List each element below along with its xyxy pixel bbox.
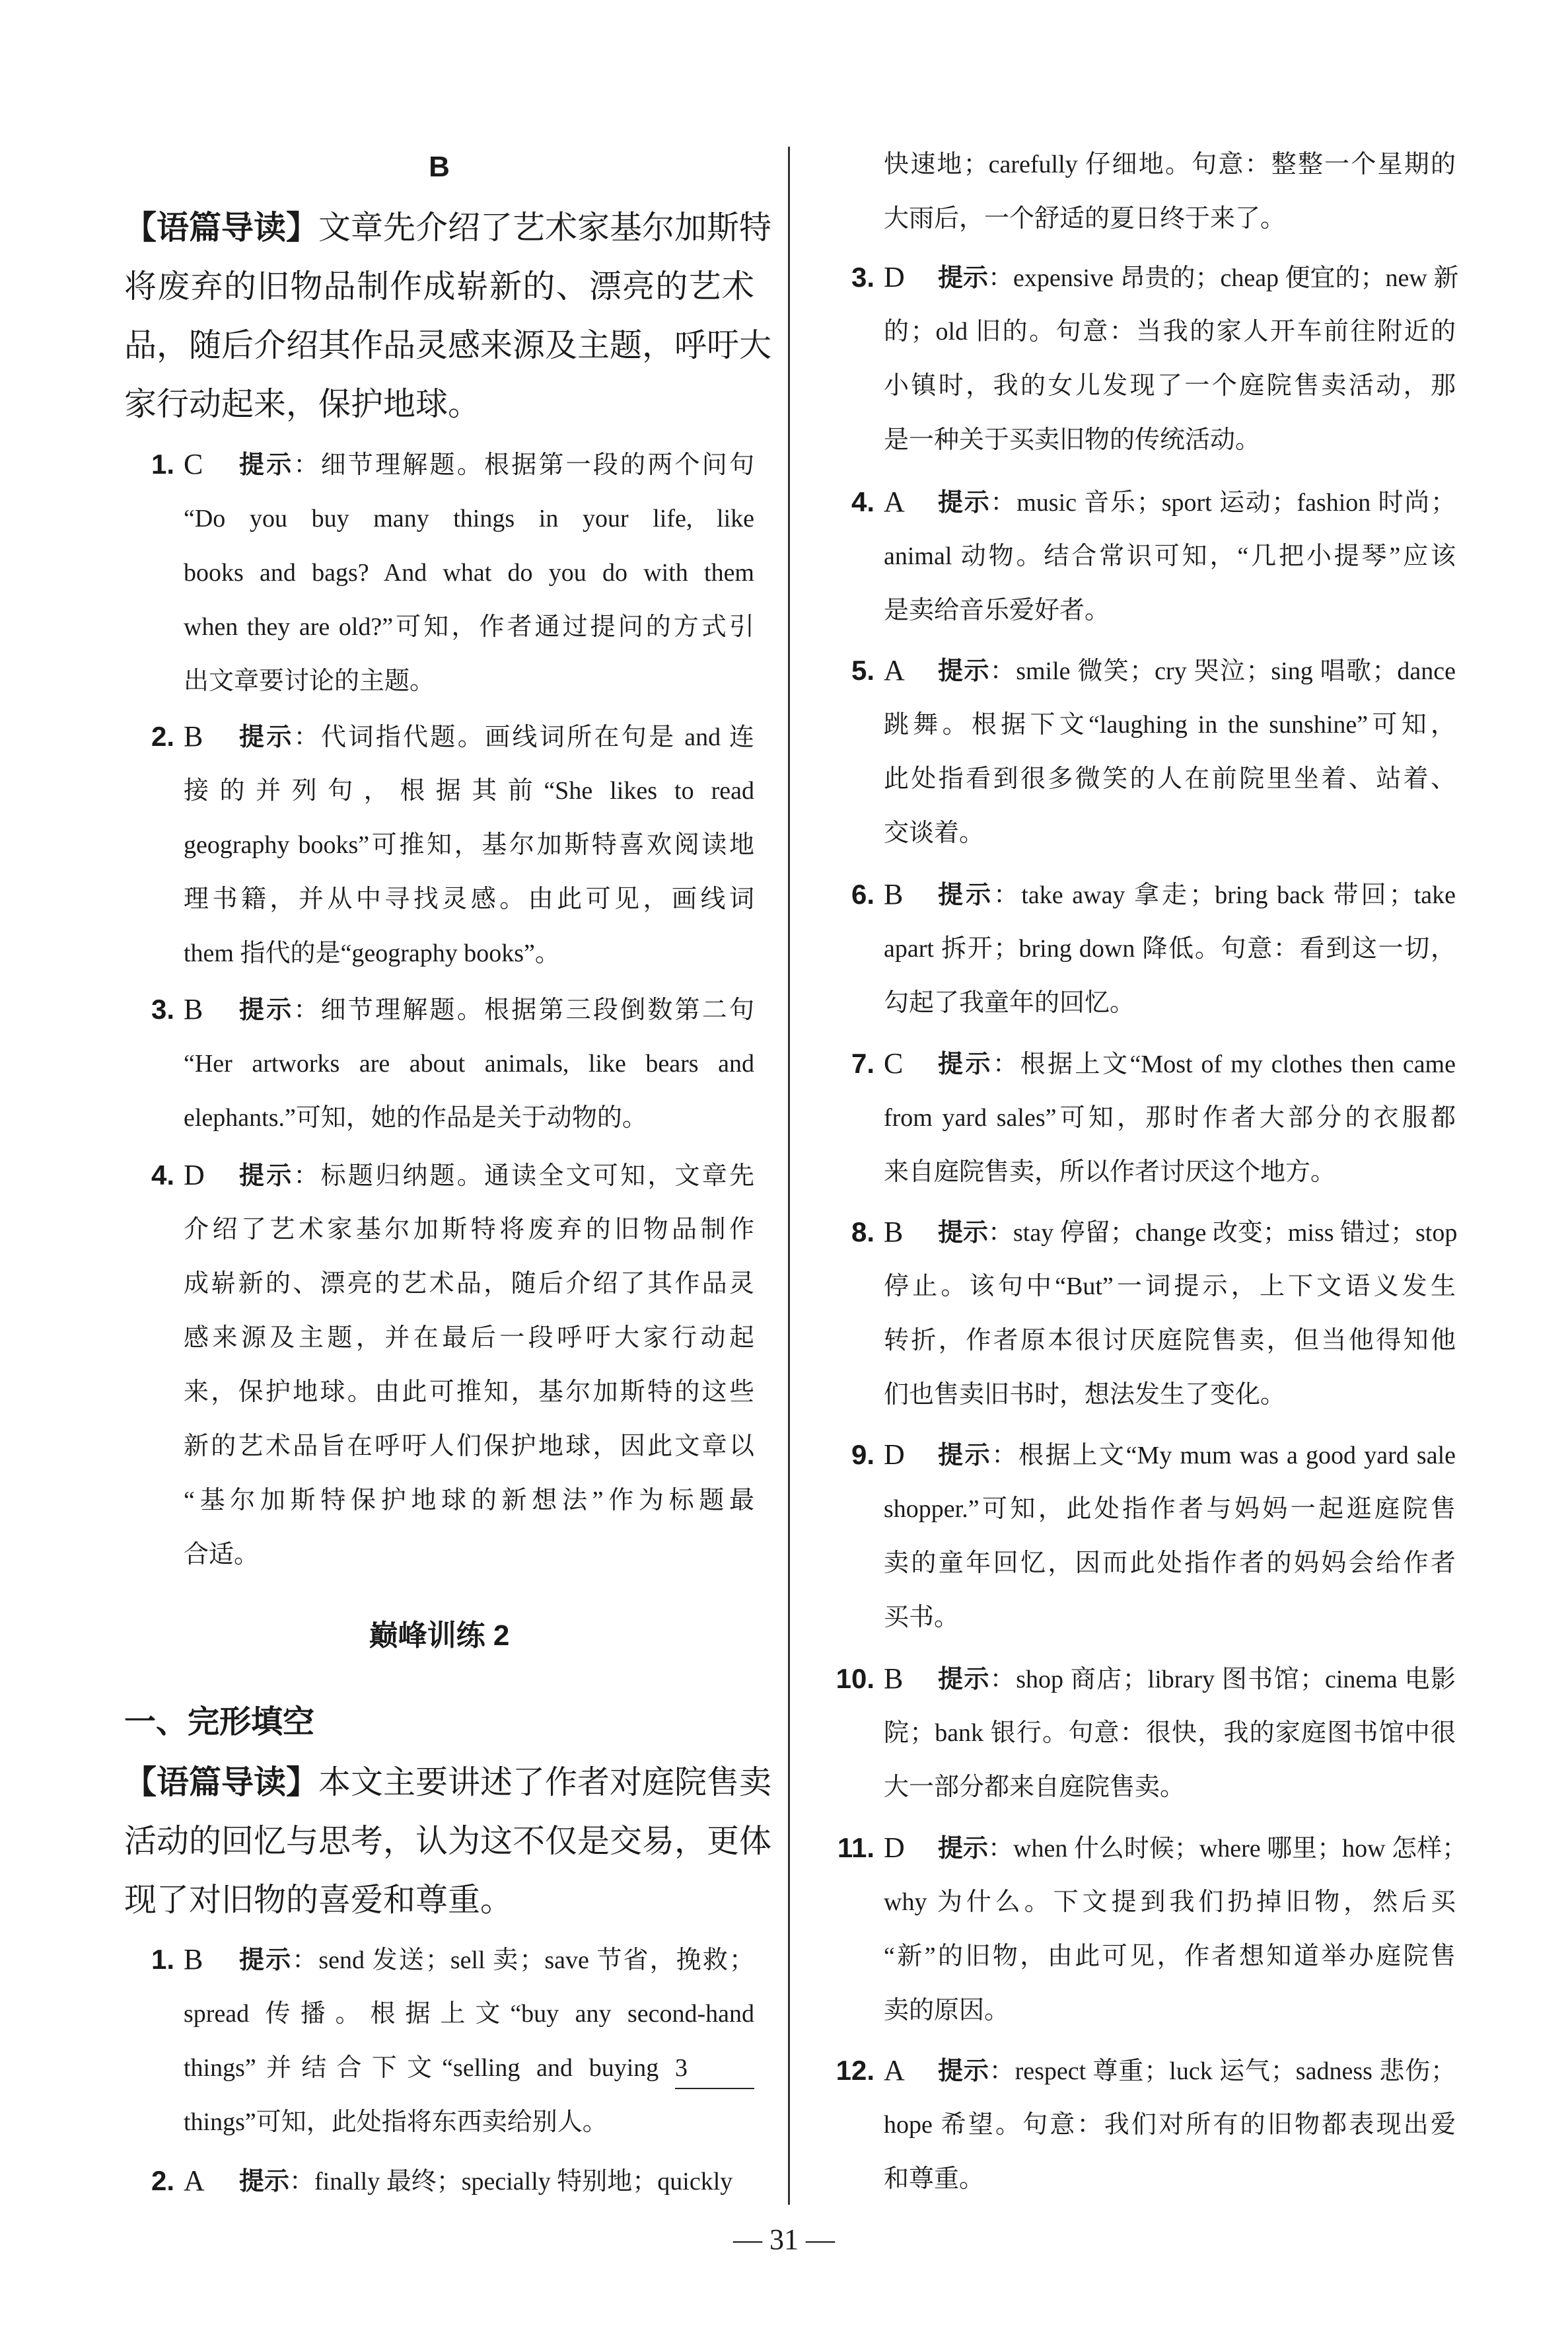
item-text: 和尊重。	[884, 2165, 985, 2193]
hint-label: 提示	[938, 1218, 989, 1247]
item-text: 停止。该句中“But”一词提示，上下文语义发生	[884, 1273, 1456, 1300]
item-text: 来自庭院售卖，所以作者讨厌这个地方。	[884, 1158, 1336, 1186]
item-line	[884, 976, 1456, 1030]
reading-guide-line	[124, 1870, 754, 1929]
item-text: ：finally 最终；specially 特别地；quickly	[289, 2168, 733, 2196]
item-text: 介绍了艺术家基尔加斯特将废弃的旧物品制作	[184, 1216, 754, 1243]
reading-guide-line	[124, 375, 754, 433]
item-line	[884, 1145, 1456, 1199]
item-line	[938, 867, 1456, 922]
reading-guide-line	[124, 1753, 772, 1812]
item-answer: A	[884, 654, 905, 686]
item-number: 1.	[151, 1944, 174, 1975]
item-line	[239, 982, 754, 1037]
item-line	[184, 1202, 754, 1257]
hint-label: 提示	[239, 1945, 293, 1974]
item-text: elephants.”可知，她的作品是关于动物的。	[184, 1104, 647, 1132]
item-text: ：标题归纳题。通读全文可知，文章先	[293, 1162, 754, 1190]
item-line	[239, 710, 754, 764]
item-text: ：send 发送；sell 卖；save 节省，挽救；	[292, 1946, 754, 1974]
item-text: ：细节理解题。根据第一段的两个问句	[293, 451, 754, 479]
item-number: 12.	[836, 2055, 874, 2086]
reading-guide-text: 将废弃的旧物品制作成崭新的、漂亮的艺术	[124, 268, 754, 305]
item-text: ：细节理解题。根据第三段倒数第二句	[293, 996, 754, 1024]
item-line	[884, 1760, 1456, 1814]
item-text: 来，保护地球。由此可推知，基尔加斯特的这些	[184, 1378, 754, 1406]
item-text: ：expensive 昂贵的；cheap 便宜的；new 新	[988, 264, 1459, 292]
hint-label: 提示	[239, 1161, 294, 1190]
item-line	[884, 2098, 1456, 2152]
item-text: ：代词指代题。画线词所在句是 and 连	[293, 723, 754, 751]
item-line	[184, 764, 754, 818]
item-text: 接的并列句，根据其前“She likes to read	[184, 777, 754, 805]
item-text: “基尔加斯特保护地球的新想法”作为标题最	[184, 1487, 754, 1514]
reading-guide-text: 现了对旧物的喜爱和尊重。	[124, 1882, 513, 1918]
item-text: shopper.”可知，此处指作者与妈妈一起逛庭院售	[884, 1495, 1456, 1523]
item-answer: B	[884, 1216, 904, 1248]
item-text: geography books”可推知，基尔加斯特喜欢阅读地	[184, 831, 754, 859]
item-text: hope 希望。句意：我们对所有的旧物都表现出爱	[884, 2111, 1456, 2139]
item-line	[184, 926, 754, 980]
item-text: 合适。	[184, 1541, 260, 1568]
item-line	[884, 2152, 1456, 2206]
item-text: 卖的童年回忆，因而此处指作者的妈妈会给作者	[884, 1549, 1456, 1577]
item-line	[184, 1473, 754, 1528]
practice-title: 巅峰训练 2	[369, 1619, 510, 1652]
item-line	[184, 1365, 754, 1419]
item-answer: B	[184, 1943, 203, 1975]
item-line	[884, 1706, 1456, 1760]
item-line	[884, 359, 1456, 413]
item-line	[884, 1259, 1456, 1313]
item-line	[884, 1929, 1456, 1983]
item-text: ：根据上文“My mum was a good yard sale	[991, 1442, 1456, 1469]
hint-label: 提示	[239, 722, 294, 751]
hint-label: 提示	[239, 995, 294, 1024]
item-text: ：take away 拿走；bring back 带回；take	[993, 881, 1456, 909]
item-line	[184, 1311, 754, 1365]
item-answer: D	[884, 1831, 905, 1864]
item-number: 6.	[851, 879, 874, 910]
item-line	[938, 250, 1459, 305]
item-line	[884, 413, 1456, 467]
hint-label: 提示	[938, 2056, 989, 2085]
item-text: 小镇时，我的女儿发现了一个庭院售卖活动，那	[884, 372, 1456, 400]
item-line	[239, 437, 754, 492]
item-line	[184, 1037, 754, 1091]
item-text: from yard sales”可知，那时作者大部分的衣服都	[884, 1104, 1456, 1132]
item-text: 是卖给音乐爱好者。	[884, 597, 1110, 624]
item-number: 11.	[837, 1832, 874, 1863]
item-number: 3.	[851, 262, 874, 293]
item-line	[184, 1257, 754, 1311]
item-number: 4.	[151, 1160, 174, 1191]
item-number: 2.	[151, 721, 174, 752]
item-line	[938, 2044, 1456, 2098]
item-line	[884, 583, 1456, 638]
item-text: 勾起了我童年的回忆。	[884, 989, 1135, 1017]
item-line	[239, 1148, 754, 1202]
item-line	[184, 872, 754, 926]
item-number: 3.	[151, 994, 174, 1025]
item-text: 买书。	[884, 1604, 960, 1631]
hint-label: 提示	[938, 1049, 993, 1078]
item-line	[184, 492, 754, 546]
hint-label: 提示	[938, 656, 990, 685]
item-line	[938, 1205, 1456, 1259]
hint-label: 提示	[938, 880, 994, 909]
item-line	[884, 1313, 1456, 1368]
item-line	[884, 529, 1456, 583]
hint-label: 提示	[938, 1440, 992, 1469]
item-line: 大雨后，一个舒适的夏日终于来了。	[884, 205, 1286, 233]
item-text: why 为什么。下文提到我们扔掉旧物，然后买	[884, 1888, 1456, 1916]
item-text: ：respect 尊重；luck 运气；sadness 悲伤；	[989, 2057, 1456, 2085]
reading-guide-text: 家行动起来，保护地球。	[124, 386, 481, 422]
page-number: — 31 —	[733, 2223, 835, 2256]
item-line	[884, 1536, 1456, 1590]
item-text: ：when 什么时候；where 哪里；how 怎样；	[988, 1835, 1468, 1863]
item-line	[184, 2041, 754, 2095]
item-answer: B	[884, 1662, 904, 1695]
item-text: spread 传播。根据上文“buy any second-hand	[184, 2000, 754, 2028]
item-text: animal 动物。结合常识可知，“几把小提琴”应该	[884, 542, 1456, 570]
item-line	[184, 1528, 754, 1582]
reading-guide-label: 【语篇导读】	[124, 1763, 319, 1801]
item-number: 10.	[836, 1663, 874, 1694]
item-text: 跳舞。根据下文“laughing in the sunshine”可知，	[884, 711, 1456, 739]
blank-number: 3	[675, 2048, 754, 2089]
reading-guide-text: 活动的回忆与思考，认为这不仅是交易，更体	[124, 1823, 772, 1859]
item-answer: D	[884, 261, 905, 293]
item-line	[184, 1987, 754, 2041]
item-line	[938, 1037, 1456, 1091]
item-line	[884, 752, 1456, 806]
item-text: 们也售卖旧书时，想法发生了变化。	[884, 1381, 1286, 1409]
reading-guide-line	[124, 1812, 772, 1870]
reading-guide-text: 本文主要讲述了作者对庭院售卖	[318, 1764, 772, 1800]
item-text: 成崭新的、漂亮的艺术品，随后介绍了其作品灵	[184, 1270, 754, 1298]
item-line	[884, 1983, 1456, 2038]
item-text: 交谈着。	[884, 819, 985, 847]
item-line	[239, 2154, 754, 2208]
item-line	[884, 305, 1456, 359]
item-text: 的；old 旧的。句意：当我的家人开车前往附近的	[884, 318, 1456, 346]
item-text: apart 拆开；bring down 降低。句意：看到这一切，	[884, 935, 1456, 963]
item-answer: A	[884, 2054, 905, 2086]
item-line	[184, 1091, 754, 1145]
hint-label: 提示	[239, 2166, 290, 2196]
item-answer: A	[884, 486, 905, 518]
column-divider	[788, 147, 790, 2205]
reading-guide-text: 文章先介绍了艺术家基尔加斯特	[318, 209, 772, 246]
item-line	[184, 1419, 754, 1473]
item-line	[884, 698, 1456, 752]
hint-label: 提示	[239, 450, 294, 479]
item-line	[938, 1821, 1468, 1875]
item-line	[184, 2095, 754, 2149]
item-line	[938, 475, 1456, 529]
item-text: books and bags? And what do you do with them	[184, 559, 754, 587]
item-line	[938, 1428, 1456, 1482]
item-answer: B	[184, 720, 203, 753]
item-text: “Her artworks are about animals, like bears and	[184, 1050, 754, 1078]
item-text: 是一种关于买卖旧物的传统活动。	[884, 426, 1261, 454]
item-text: 大一部分都来自庭院售卖。	[884, 1773, 1186, 1801]
item-answer: C	[184, 448, 203, 480]
item-number: 1.	[151, 449, 174, 480]
item-line	[938, 1652, 1456, 1706]
item-text: 出文章要讨论的主题。	[184, 667, 435, 695]
item-text: things”并结合下文“selling and buying	[184, 2054, 659, 2082]
item-line	[884, 1875, 1456, 1929]
item-number: 8.	[851, 1216, 874, 1247]
item-line: 快速地；carefully 仔细地。句意：整整一个星期的	[884, 151, 1456, 178]
item-number: 4.	[851, 486, 874, 517]
item-answer: C	[884, 1047, 904, 1080]
item-text: 转折，作者原本很讨厌庭院售卖，但当他得知他	[884, 1327, 1456, 1354]
reading-guide-text: 品，随后介绍其作品灵感来源及主题，呼吁大	[124, 327, 772, 363]
item-text: 新的艺术品旨在呼吁人们保护地球，因此文章以	[184, 1432, 754, 1460]
item-line	[938, 644, 1456, 698]
item-answer: A	[184, 2164, 205, 2197]
item-line	[884, 1091, 1456, 1145]
reading-guide-line	[124, 316, 772, 375]
item-number: 2.	[151, 2165, 174, 2196]
item-text: “新”的旧物，由此可见，作者想知道举办庭院售	[884, 1942, 1456, 1970]
item-text: things”可知，此处指将东西卖给别人。	[184, 2108, 608, 2136]
item-answer: D	[184, 1159, 205, 1191]
item-text: 感来源及主题，并在最后一段呼吁大家行动起	[184, 1324, 754, 1352]
item-line	[184, 818, 754, 872]
item-line	[884, 1590, 1456, 1644]
reading-guide-line	[124, 257, 754, 316]
item-line	[184, 600, 754, 654]
item-text: ：shop 商店；library 图书馆；cinema 电影	[989, 1666, 1456, 1693]
item-line	[884, 922, 1456, 976]
section-b-title: B	[429, 151, 450, 184]
item-text: them 指代的是“geography books”。	[184, 940, 560, 967]
item-answer: B	[884, 878, 904, 910]
item-line	[884, 806, 1456, 860]
item-text: when they are old?”可知，作者通过提问的方式引	[184, 613, 754, 641]
item-text: “Do you buy many things in your life, like	[184, 505, 754, 533]
reading-guide-line	[124, 198, 772, 257]
item-line	[184, 546, 754, 600]
item-text: 此处指看到很多微笑的人在前院里坐着、站着、	[884, 765, 1456, 793]
hint-label: 提示	[938, 263, 989, 292]
item-text: ：stay 停留；change 改变；miss 错过；stop	[988, 1219, 1458, 1247]
item-line	[884, 1482, 1456, 1536]
reading-guide-label: 【语篇导读】	[124, 209, 319, 246]
item-text: ：根据上文“Most of my clothes then came	[993, 1051, 1456, 1078]
item-line	[239, 1933, 754, 1987]
item-text: ：smile 微笑；cry 哭泣；sing 唱歌；dance	[989, 657, 1456, 685]
item-text: 院；bank 银行。句意：很快，我的家庭图书馆中很	[884, 1719, 1456, 1747]
item-number: 7.	[851, 1048, 874, 1079]
item-line	[184, 654, 754, 708]
hint-label: 提示	[938, 1664, 990, 1693]
section-title: 一、完形填空	[124, 1705, 315, 1740]
item-text: 理书籍，并从中寻找灵感。由此可见，画线词	[184, 885, 754, 913]
item-answer: B	[184, 993, 203, 1025]
item-text: 卖的原因。	[884, 1997, 1010, 2024]
item-text: ：music 音乐；sport 运动；fashion 时尚；	[990, 489, 1456, 517]
hint-label: 提示	[938, 488, 991, 517]
item-line	[884, 1368, 1456, 1422]
item-number: 9.	[851, 1439, 874, 1470]
item-answer: D	[884, 1438, 905, 1471]
item-number: 5.	[851, 655, 874, 686]
hint-label: 提示	[938, 1833, 989, 1863]
